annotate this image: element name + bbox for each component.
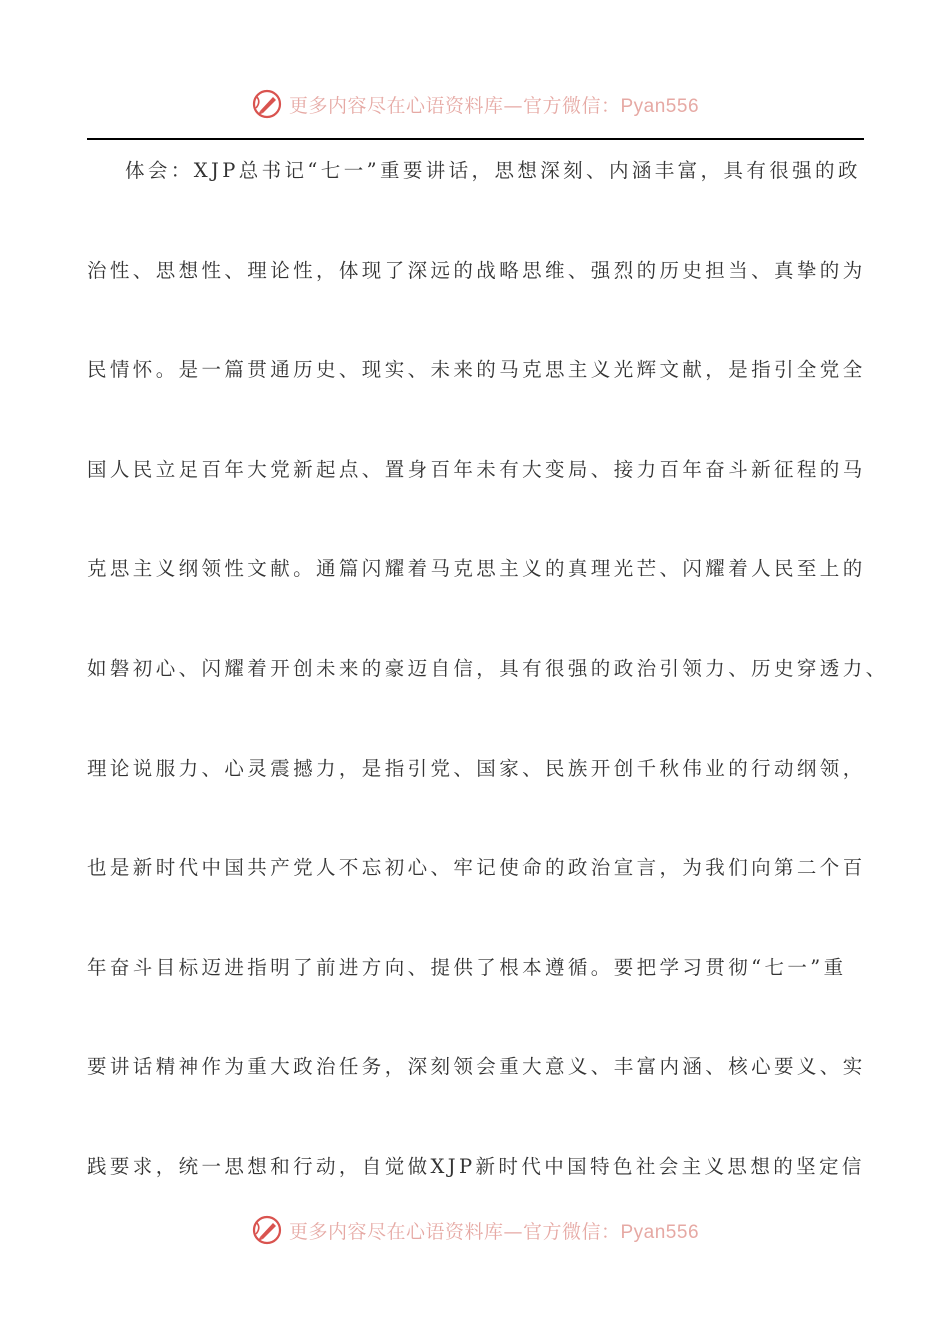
- pen-circle-icon: [251, 1214, 283, 1246]
- text-line: 如磐初心、闪耀着开创未来的豪迈自信，具有很强的政治引领力、历史穿透力、: [87, 656, 889, 680]
- wechat-id: Pyan556: [620, 1221, 700, 1243]
- text-line: 国人民立足百年大党新起点、置身百年未有大变局、接力百年奋斗新征程的马: [87, 457, 866, 481]
- watermark-content: [251, 88, 699, 120]
- text-line: 体会：XJP总书记“七一”重要讲话，思想深刻、内涵丰富，具有很强的政: [125, 159, 861, 182]
- document-body: [87, 152, 889, 1248]
- text-line: 践要求，统一思想和行动，自觉做XJP新时代中国特色社会主义思想的坚定信: [87, 1154, 865, 1178]
- header-rule: [87, 138, 864, 140]
- text-line: 民情怀。是一篇贯通历史、现实、未来的马克思主义光辉文献，是指引全党全: [87, 358, 866, 382]
- text-line: 也是新时代中国共产党人不忘初心、牢记使命的政治宣言，为我们向第二个百: [87, 856, 866, 880]
- footer-watermark: [0, 1210, 950, 1250]
- text-line: 治性、思想性、理论性，体现了深远的战略思维、强烈的历史担当、真挚的为: [87, 258, 866, 282]
- watermark-text: 更多内容尽在心语资料库—官方微信：Pyan556: [288, 94, 700, 117]
- pen-circle-icon: [251, 88, 283, 120]
- text-line: 理论说服力、心灵震撼力，是指引党、国家、民族开创千秋伟业的行动纲领，: [87, 756, 866, 780]
- text-line: 要讲话精神作为重大政治任务，深刻领会重大意义、丰富内涵、核心要义、实: [87, 1055, 866, 1079]
- header-watermark: [0, 84, 950, 124]
- watermark-content: [251, 1214, 699, 1246]
- text-line: 克思主义纲领性文献。通篇闪耀着马克思主义的真理光芒、闪耀着人民至上的: [87, 557, 866, 581]
- wechat-id: Pyan556: [620, 95, 700, 117]
- text-line: 年奋斗目标迈进指明了前进方向、提供了根本遵循。要把学习贯彻“七一”重: [87, 955, 847, 979]
- watermark-text: 更多内容尽在心语资料库—官方微信：Pyan556: [288, 1220, 700, 1243]
